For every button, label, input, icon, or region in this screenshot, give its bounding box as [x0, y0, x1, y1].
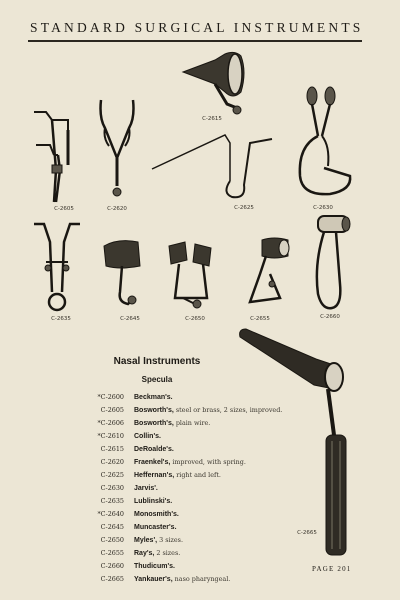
- caption-c2655: C-2655: [250, 316, 270, 322]
- caption-c2605: C-2605: [54, 206, 74, 212]
- list-item: [40, 391, 300, 404]
- item-name: Bosworth's,: [134, 407, 174, 414]
- section-subtitle: Specula: [141, 375, 173, 384]
- caption-c2660: C-2660: [320, 314, 340, 320]
- list-item: [40, 482, 300, 495]
- item-name: Lublinski's.: [134, 498, 173, 505]
- item-description: 2 sizes.: [154, 549, 181, 557]
- list-item: [40, 404, 300, 417]
- list-item: [40, 417, 300, 430]
- item-name: Ray's,: [134, 550, 155, 557]
- list-item: [40, 560, 300, 573]
- item-code: C-2615: [100, 445, 124, 453]
- caption-c2635: C-2635: [51, 316, 71, 322]
- caption-c2665: C-2665: [297, 530, 317, 536]
- item-code: *C-2640: [97, 510, 124, 518]
- item-name: Bosworth's,: [134, 420, 174, 427]
- caption-c2615: C-2615: [202, 116, 222, 122]
- item-description: naso pharyngeal.: [172, 575, 231, 583]
- page-number: PAGE 201: [312, 565, 352, 573]
- item-name: Jarvis'.: [134, 485, 158, 492]
- item-code: C-2660: [100, 562, 124, 570]
- speculum-c2620-illustration: [95, 98, 139, 203]
- caption-c2630: C-2630: [313, 205, 333, 211]
- item-name: Heffernan's,: [134, 472, 175, 479]
- item-description: steel or brass, 2 sizes, improved.: [173, 406, 283, 414]
- list-item: [40, 521, 300, 534]
- item-name: Fraenkel's,: [134, 459, 171, 466]
- item-name: Thudicum's.: [134, 563, 175, 570]
- list-item: [40, 469, 300, 482]
- item-name: Myles',: [134, 537, 158, 544]
- item-name: Yankauer's,: [134, 576, 173, 583]
- section-title: Nasal Instruments: [113, 356, 201, 367]
- item-name: DeRoalde's.: [134, 446, 174, 453]
- item-name: Monosmith's.: [134, 511, 179, 518]
- speculum-c2605-illustration: [28, 110, 78, 205]
- speculum-c2655-illustration: [240, 234, 296, 312]
- item-code: C-2630: [100, 484, 124, 492]
- catalog-list: [40, 391, 300, 586]
- item-description: plain wire.: [173, 419, 211, 427]
- item-code: C-2620: [100, 458, 124, 466]
- list-item: [40, 456, 300, 469]
- speculum-c2615-illustration: [175, 42, 255, 122]
- item-description: 3 sizes.: [157, 536, 183, 544]
- item-code: C-2645: [100, 523, 124, 531]
- speculum-c2650-illustration: [163, 238, 219, 312]
- item-code: C-2635: [100, 497, 124, 505]
- list-item: [40, 547, 300, 560]
- list-item: [40, 430, 300, 443]
- item-code: C-2605: [100, 406, 124, 414]
- item-code: *C-2606: [97, 419, 124, 427]
- item-name: Collin's.: [134, 433, 161, 440]
- item-name: Muncaster's.: [134, 524, 177, 531]
- running-head: STANDARD SURGICAL INSTRUMENTS: [30, 20, 364, 35]
- item-code: C-2655: [100, 549, 124, 557]
- item-code: C-2665: [100, 575, 124, 583]
- list-item: [40, 534, 300, 547]
- list-item: [40, 495, 300, 508]
- item-name: Beckman's.: [134, 394, 173, 401]
- caption-c2645: C-2645: [120, 316, 140, 322]
- speculum-c2625-illustration: [150, 133, 280, 203]
- caption-c2650: C-2650: [185, 316, 205, 322]
- list-item: [40, 443, 300, 456]
- item-code: C-2650: [100, 536, 124, 544]
- speculum-c2635-illustration: [30, 222, 84, 314]
- speculum-c2660-illustration: [310, 214, 354, 312]
- item-description: right and left.: [174, 471, 221, 479]
- list-item: [40, 508, 300, 521]
- caption-c2625: C-2625: [234, 205, 254, 211]
- item-code: *C-2610: [97, 432, 124, 440]
- list-item: [40, 573, 300, 586]
- item-code: C-2625: [100, 471, 124, 479]
- speculum-c2630-illustration: [290, 86, 356, 201]
- caption-c2620: C-2620: [107, 206, 127, 212]
- item-description: improved, with spring.: [170, 458, 246, 466]
- item-code: *C-2600: [97, 393, 124, 401]
- speculum-c2645-illustration: [98, 236, 146, 312]
